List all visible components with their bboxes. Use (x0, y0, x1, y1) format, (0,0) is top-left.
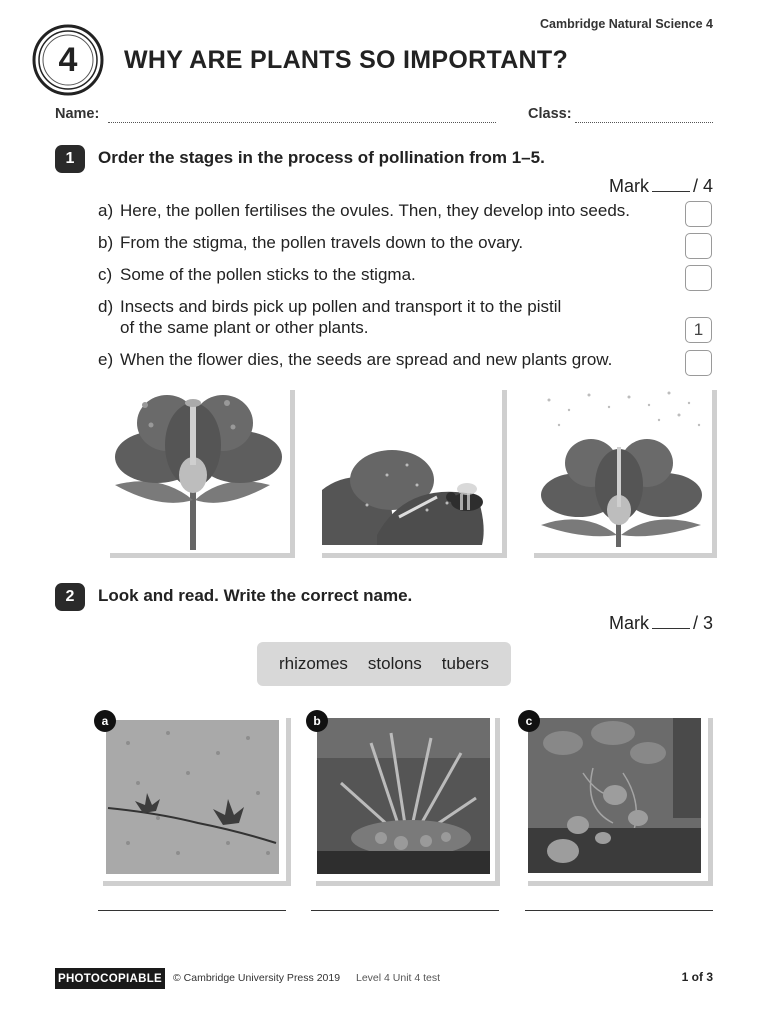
answer-box-a[interactable] (685, 201, 712, 227)
mark-label: Mark (608, 613, 649, 633)
answer-line-c[interactable] (525, 910, 713, 911)
mark-total: / 3 (692, 613, 713, 633)
photo-c-frame (523, 713, 708, 881)
mark-total: / 4 (692, 176, 713, 196)
option-text: Insects and birds pick up pollen and transport it to the pistil (120, 297, 562, 316)
option-letter: b) (98, 233, 114, 252)
question-2-instruction: Look and read. Write the correct name. (98, 586, 413, 605)
photo-label-c: c (518, 710, 540, 732)
option-letter: a) (98, 201, 114, 220)
name-label: Name: (55, 106, 100, 122)
option-a (98, 201, 630, 221)
word-rhizomes: rhizomes (278, 654, 348, 673)
word-stolons: stolons (367, 654, 422, 673)
mark-blank (652, 191, 690, 192)
question-1-number: 1 (55, 145, 85, 173)
option-text: Some of the pollen sticks to the stigma. (120, 265, 416, 284)
bee-pollinating-illustration (317, 385, 502, 553)
flower-cross-section-illustration (105, 385, 290, 553)
pollen-spreading-picture (529, 385, 712, 553)
option-text: From the stigma, the pollen travels down to the ovary. (120, 233, 524, 252)
answer-box-c[interactable] (685, 265, 712, 291)
name-field[interactable] (108, 122, 496, 123)
photo-b-frame (311, 713, 495, 881)
answer-line-a[interactable] (98, 910, 286, 911)
page-title: WHY ARE PLANTS SO IMPORTANT? (124, 46, 569, 74)
word-bank (257, 642, 511, 686)
option-b (98, 233, 523, 253)
flower-pollen-illustration (529, 385, 712, 553)
option-letter: e) (98, 350, 114, 369)
option-d-continued: of the same plant or other plants. (120, 318, 369, 337)
mark-blank (652, 628, 690, 629)
flower-cross-section-picture (105, 385, 290, 553)
word-tubers: tubers (441, 654, 490, 673)
copyright-text: © Cambridge University Press 2019 (173, 972, 341, 984)
answer-box-b[interactable] (685, 233, 712, 259)
answer-line-b[interactable] (311, 910, 499, 911)
unit-number: 4 (58, 40, 78, 79)
level-text: Level 4 Unit 4 test (356, 972, 441, 984)
option-letter: c) (98, 265, 113, 284)
option-d (98, 297, 561, 317)
class-field[interactable] (575, 122, 713, 123)
option-text: Here, the pollen fertilises the ovules. Then, they develop into seeds. (120, 201, 630, 220)
photo-label-a: a (94, 710, 116, 732)
mark-label: Mark (608, 176, 649, 196)
option-c (98, 265, 416, 285)
answer-box-d[interactable]: 1 (685, 317, 712, 343)
question-1-instruction: Order the stages in the process of pollination from 1–5. (98, 148, 545, 167)
question-2-mark (609, 613, 713, 634)
photo-a-frame (98, 713, 286, 881)
option-text: When the flower dies, the seeds are spread and new plants grow. (120, 350, 613, 369)
series-title: Cambridge Natural Science 4 (540, 17, 713, 31)
photo-label-b: b (306, 710, 328, 732)
answer-box-e[interactable] (685, 350, 712, 376)
photocopiable-badge: PHOTOCOPIABLE (55, 968, 165, 989)
class-label: Class: (528, 106, 572, 122)
stolons-photo (98, 713, 286, 881)
rhizomes-photo (311, 713, 495, 881)
option-letter: d) (98, 297, 114, 316)
page-number: 1 of 3 (681, 970, 713, 984)
tubers-photo (523, 713, 708, 881)
bee-on-flower-picture (317, 385, 502, 553)
question-2-number: 2 (55, 583, 85, 611)
option-e (98, 350, 612, 370)
question-1-mark (609, 176, 713, 197)
